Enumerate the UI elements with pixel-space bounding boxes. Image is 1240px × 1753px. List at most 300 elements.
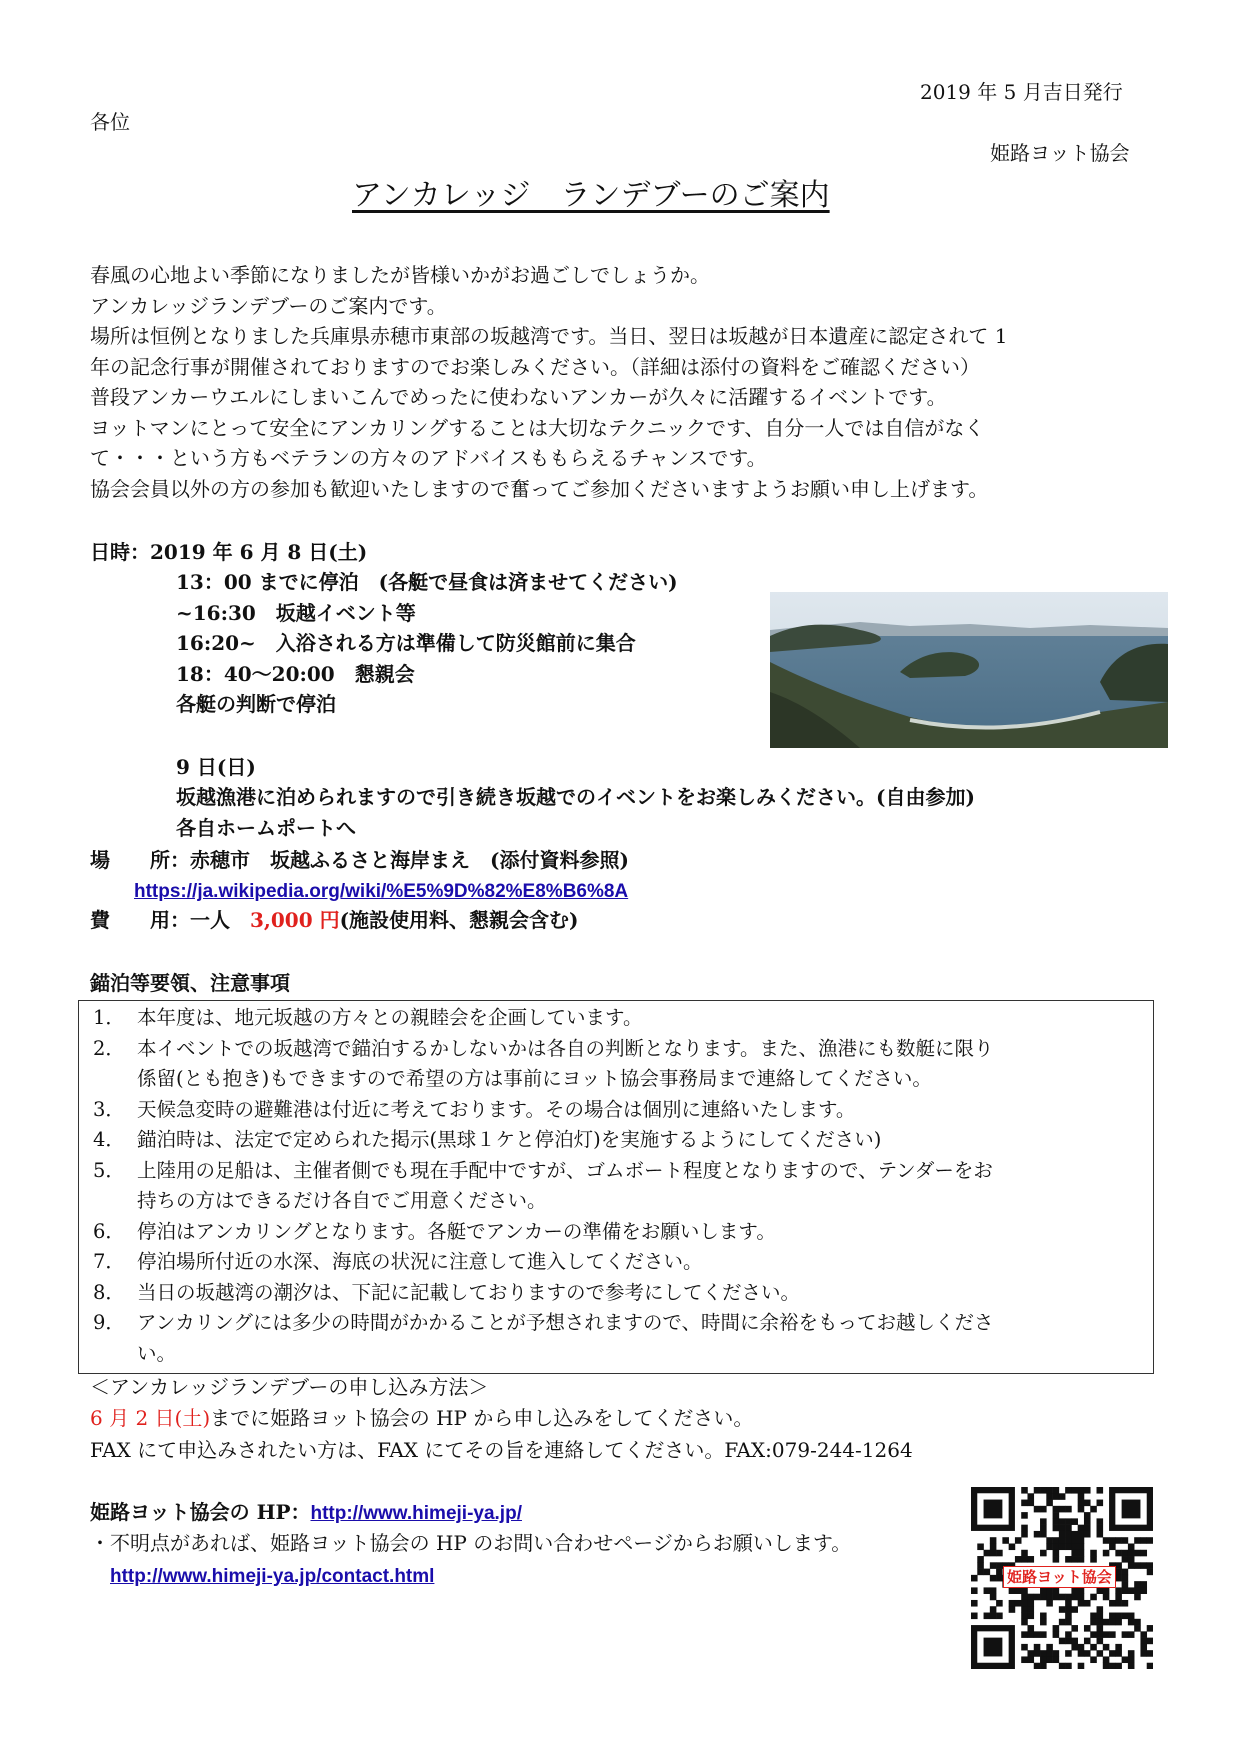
qr-module [1040, 1663, 1047, 1669]
qr-module [1040, 1656, 1047, 1663]
qr-module [1090, 1631, 1097, 1638]
qr-module [1027, 1594, 1034, 1601]
venue-link-wrap [134, 875, 628, 907]
qr-module [1097, 1500, 1104, 1507]
notes-box [78, 1000, 1154, 1374]
qr-module [984, 1587, 991, 1594]
intro-line: 普段アンカーウエルにしまいこんでめったに使わないアンカーが久々に活躍するイベントです。 [90, 385, 947, 409]
qr-module [1021, 1606, 1028, 1613]
note-number: 5． [93, 1158, 125, 1182]
qr-module [1147, 1650, 1153, 1657]
qr-module [1134, 1537, 1141, 1544]
qr-module [996, 1600, 1003, 1607]
schedule-item: 16:20~ 入浴される方は準備して防災館前に集合 [176, 631, 636, 655]
qr-module [1115, 1594, 1122, 1601]
qr-module [1071, 1587, 1078, 1594]
qr-module [996, 1550, 1003, 1557]
qr-module [1084, 1625, 1091, 1632]
qr-module [1115, 1537, 1122, 1544]
qr-module [1122, 1575, 1129, 1582]
qr-module [1128, 1550, 1135, 1557]
qr-module [1015, 1537, 1022, 1544]
qr-module [1053, 1537, 1060, 1544]
qr-module [990, 1537, 997, 1544]
qr-module [1065, 1487, 1072, 1494]
qr-module [1046, 1600, 1053, 1607]
qr-module [1034, 1594, 1041, 1601]
qr-module [1071, 1625, 1078, 1632]
qr-module [1059, 1619, 1066, 1626]
qr-module [1040, 1613, 1047, 1620]
qr-module [1140, 1638, 1147, 1645]
qr-module [1115, 1663, 1122, 1669]
qr-module [1053, 1631, 1060, 1638]
qr-module [996, 1562, 1003, 1569]
qr-module [977, 1543, 984, 1550]
qr-module [996, 1613, 1003, 1620]
qr-module [1090, 1556, 1097, 1563]
qr-module [1053, 1550, 1060, 1557]
qr-code [971, 1487, 1153, 1669]
qr-module [1078, 1487, 1085, 1494]
qr-module [1046, 1537, 1053, 1544]
qr-module [990, 1543, 997, 1550]
qr-module [1053, 1518, 1060, 1525]
qr-module [1071, 1550, 1078, 1557]
qr-module [1059, 1606, 1066, 1613]
qr-module [1009, 1606, 1016, 1613]
qr-module [1115, 1650, 1122, 1657]
qr-module [1115, 1644, 1122, 1651]
qr-module [1065, 1638, 1072, 1645]
qr-module [1027, 1625, 1034, 1632]
qr-module [1053, 1525, 1060, 1532]
qr-module [1053, 1650, 1060, 1657]
qr-module [1046, 1500, 1053, 1507]
qr-label: 姫路ヨット協会 [1003, 1566, 1116, 1588]
qr-module [1027, 1493, 1034, 1500]
qr-module [984, 1613, 991, 1620]
qr-module [1071, 1518, 1078, 1525]
qr-module [1090, 1550, 1097, 1557]
qr-module [1128, 1562, 1135, 1569]
schedule-date: 日時：2019 年 6 月 8 日(土) [90, 540, 368, 564]
qr-module [990, 1613, 997, 1620]
qr-module [1097, 1619, 1104, 1626]
qr-module [1115, 1600, 1122, 1607]
qr-module [1122, 1656, 1129, 1663]
qr-module [1059, 1543, 1066, 1550]
qr-module [1046, 1587, 1053, 1594]
qr-module [1134, 1625, 1141, 1632]
qr-module [977, 1569, 984, 1576]
qr-module [1027, 1600, 1034, 1607]
apply-deadline: 6 月 2 日(土) [90, 1406, 211, 1430]
qr-module [1027, 1650, 1034, 1657]
qr-module [1059, 1493, 1066, 1500]
venue-label: 場 所：赤穂市 坂越ふるさと海岸まえ (添付資料参照) [90, 848, 629, 872]
qr-module [1097, 1631, 1104, 1638]
qr-module [1065, 1506, 1072, 1513]
qr-module [1084, 1487, 1091, 1494]
qr-module [1097, 1525, 1104, 1532]
qr-module [1065, 1518, 1072, 1525]
note-number: 9． [93, 1311, 125, 1334]
qr-module [1140, 1550, 1147, 1557]
qr-module [1097, 1625, 1104, 1632]
qr-module [990, 1550, 997, 1557]
qr-module [1103, 1587, 1110, 1594]
qr-module [1040, 1650, 1047, 1657]
qr-module [1053, 1487, 1060, 1494]
qr-module [1040, 1631, 1047, 1638]
qr-module [1034, 1631, 1041, 1638]
schedule-item: 各艇の判断で停泊 [176, 692, 336, 716]
qr-module [1059, 1594, 1066, 1601]
qr-module [1046, 1650, 1053, 1657]
qr-module [1078, 1531, 1085, 1538]
qr-module [1084, 1600, 1091, 1607]
qr-module [1084, 1638, 1091, 1645]
qr-module [1053, 1625, 1060, 1632]
qr-module [1097, 1606, 1104, 1613]
qr-module [1147, 1638, 1153, 1645]
qr-module [1071, 1543, 1078, 1550]
qr-module [1021, 1594, 1028, 1601]
qr-module [1021, 1600, 1028, 1607]
qr-module [1078, 1550, 1085, 1557]
qr-module [996, 1575, 1003, 1582]
qr-module [1090, 1619, 1097, 1626]
qr-module [1147, 1663, 1153, 1669]
qr-module [1059, 1525, 1066, 1532]
hp-line [90, 1497, 522, 1529]
qr-module [1134, 1619, 1141, 1626]
qr-module [1059, 1506, 1066, 1513]
qr-module [1040, 1531, 1047, 1538]
qr-module [1084, 1512, 1091, 1519]
contact-text: ・不明点があれば、姫路ヨット協会の HP のお問い合わせページからお願いします。 [90, 1531, 852, 1555]
schedule-item: 18：40～20:00 懇親会 [176, 661, 415, 686]
qr-module [1040, 1594, 1047, 1601]
note-text: 停泊場所付近の水深、海底の状況に注意して進入してください。 [137, 1250, 703, 1273]
note-number: 8． [93, 1280, 125, 1304]
qr-module [977, 1556, 984, 1563]
qr-module [1015, 1556, 1022, 1563]
qr-module [1059, 1518, 1066, 1525]
qr-module [1021, 1613, 1028, 1620]
qr-module [1115, 1587, 1122, 1594]
qr-module [1034, 1487, 1041, 1494]
qr-module [1065, 1556, 1072, 1563]
qr-module [1078, 1500, 1085, 1507]
qr-module [1140, 1650, 1147, 1657]
note-text: 本年度は、地元坂越の方々との親睦会を企画しています。 [137, 1006, 643, 1029]
qr-module [1147, 1562, 1153, 1569]
schedule-item: 坂越漁港に泊められますので引き続き坂越でのイベントをお楽しみください。(自由参加) [176, 785, 975, 809]
venue-link[interactable]: https://ja.wikipedia.org/wiki/%E5%9D%82%E8%B6%8A [134, 881, 629, 902]
qr-module [1002, 1537, 1009, 1544]
qr-module [1015, 1587, 1022, 1594]
qr-module [1109, 1663, 1116, 1669]
qr-module [1059, 1537, 1066, 1544]
note-number: 7． [93, 1250, 125, 1273]
qr-module [1084, 1518, 1091, 1525]
qr-module [1115, 1562, 1122, 1569]
qr-module [1021, 1587, 1028, 1594]
qr-module [1078, 1594, 1085, 1601]
qr-module [1021, 1631, 1028, 1638]
qr-module [1103, 1537, 1110, 1544]
intro-line: ヨットマンにとって安全にアンカリングすることは大切なテクニックです、自分一人では自信がなく [90, 415, 985, 440]
schedule-item: 各自ホームポートへ [176, 815, 356, 840]
qr-module [1097, 1650, 1104, 1657]
qr-module [1078, 1506, 1085, 1513]
qr-module [1078, 1587, 1085, 1594]
note-text: アンカリングには多少の時間がかかることが予想されますので、時間に余裕をもってお越しくださ [137, 1311, 994, 1334]
qr-module [1071, 1594, 1078, 1601]
apply-heading: ＜アンカレッジランデブーの申し込み方法＞ [90, 1375, 489, 1399]
fee-amount: 3,000 円 [250, 908, 340, 932]
qr-module [1097, 1518, 1104, 1525]
qr-module [1027, 1556, 1034, 1563]
note-number: 3． [93, 1097, 125, 1121]
qr-module [1128, 1650, 1135, 1657]
qr-module [1103, 1619, 1110, 1626]
qr-module [1071, 1531, 1078, 1538]
qr-module [1140, 1631, 1147, 1638]
qr-module [1140, 1537, 1147, 1544]
qr-module [1046, 1656, 1053, 1663]
qr-module [1078, 1556, 1085, 1563]
qr-module [1078, 1663, 1085, 1669]
qr-module [1065, 1600, 1072, 1607]
qr-module [1115, 1569, 1122, 1576]
note-number: 1． [93, 1006, 125, 1029]
qr-module [1128, 1556, 1135, 1563]
qr-module [1021, 1512, 1028, 1519]
qr-module [1053, 1506, 1060, 1513]
qr-module [1015, 1600, 1022, 1607]
qr-module [1040, 1506, 1047, 1513]
qr-module [1027, 1656, 1034, 1663]
qr-module [1071, 1606, 1078, 1613]
qr-module [1053, 1656, 1060, 1663]
qr-module [1078, 1493, 1085, 1500]
qr-module [1027, 1631, 1034, 1638]
qr-module [1053, 1493, 1060, 1500]
qr-module [1046, 1594, 1053, 1601]
qr-module [1109, 1543, 1116, 1550]
qr-module [1140, 1581, 1147, 1588]
qr-module [1078, 1525, 1085, 1532]
qr-module [1040, 1487, 1047, 1494]
qr-module [1115, 1613, 1122, 1620]
qr-module [1078, 1644, 1085, 1651]
qr-module [1065, 1525, 1072, 1532]
qr-module [1103, 1644, 1110, 1651]
qr-module [1078, 1600, 1085, 1607]
qr-module [1090, 1594, 1097, 1601]
qr-module [1115, 1550, 1122, 1557]
qr-module [1090, 1644, 1097, 1651]
note-text: 錨泊時は、法定で定められた掲示(黒球１ケと停泊灯)を実施するようにしてください) [137, 1128, 882, 1151]
qr-module [1109, 1613, 1116, 1620]
schedule-day2-label: 9 日(日) [176, 755, 256, 779]
note-text: 上陸用の足船は、主催者側でも現在手配中ですが、ゴムボート程度となりますので、テンダーをお [137, 1158, 993, 1182]
qr-module [996, 1569, 1003, 1576]
qr-module [1021, 1487, 1028, 1494]
qr-module [990, 1606, 997, 1613]
note-text: 本イベントでの坂越湾で錨泊するかしないかは各自の判断となります。また、漁港にも数艇に限り [137, 1036, 994, 1060]
contact-link[interactable]: http://www.himeji-ya.jp/contact.html [110, 1566, 435, 1587]
intro-line: て・・・という方もベテランの方々のアドバイスももらえるチャンスです。 [90, 446, 767, 470]
qr-module [1021, 1656, 1028, 1663]
qr-module [1071, 1556, 1078, 1563]
notes-title: 錨泊等要領、注意事項 [90, 971, 290, 995]
qr-module [984, 1569, 991, 1576]
qr-module [1046, 1543, 1053, 1550]
qr-module [1053, 1543, 1060, 1550]
qr-module [1147, 1569, 1153, 1576]
qr-module [1122, 1581, 1129, 1588]
qr-module [1134, 1594, 1141, 1601]
qr-module [1046, 1487, 1053, 1494]
qr-module [1021, 1644, 1028, 1651]
qr-module [1071, 1638, 1078, 1645]
qr-module [1034, 1531, 1041, 1538]
qr-module [1034, 1506, 1041, 1513]
apply-line1-rest: までに姫路ヨット協会の HP から申し込みをしてください。 [210, 1406, 754, 1430]
qr-module [1122, 1600, 1129, 1607]
qr-module [1140, 1587, 1147, 1594]
qr-module [1053, 1587, 1060, 1594]
issue-date: 2019 年 5 月吉日発行 [920, 80, 1123, 104]
qr-module [1122, 1569, 1129, 1576]
qr-module [984, 1638, 1003, 1657]
qr-module [1084, 1650, 1091, 1657]
qr-module [1090, 1613, 1097, 1620]
qr-module [1027, 1606, 1034, 1613]
qr-module [1097, 1638, 1104, 1645]
qr-module [1109, 1650, 1116, 1657]
qr-module [1122, 1537, 1129, 1544]
fee-note: (施設使用料、懇親会含む) [339, 908, 579, 932]
qr-module [1103, 1631, 1110, 1638]
qr-module [1053, 1556, 1060, 1563]
qr-module [1115, 1575, 1122, 1582]
schedule-item: ~16:30 坂越イベント等 [176, 600, 416, 625]
qr-module [1009, 1600, 1016, 1607]
note-text: 停泊はアンカリングとなります。各艇でアンカーの準備をお願いします。 [137, 1219, 776, 1243]
qr-module [1134, 1562, 1141, 1569]
qr-module [971, 1587, 978, 1594]
qr-module [984, 1550, 991, 1557]
qr-module [1053, 1594, 1060, 1601]
qr-module [1046, 1493, 1053, 1500]
qr-module [990, 1594, 997, 1601]
qr-module [1122, 1556, 1129, 1563]
qr-module [1021, 1619, 1028, 1626]
qr-module [1065, 1613, 1072, 1620]
hp-label: 姫路ヨット協会の HP： [90, 1500, 311, 1524]
qr-module [1103, 1656, 1110, 1663]
qr-module [1065, 1663, 1072, 1669]
qr-module [971, 1613, 978, 1620]
qr-module [1034, 1650, 1041, 1657]
qr-module [1122, 1613, 1129, 1620]
note-text: 持ちの方はできるだけ各自でご用意ください。 [137, 1189, 547, 1212]
apply-line1 [90, 1403, 753, 1433]
addressee: 各位 [90, 110, 130, 134]
issuer: 姫路ヨット協会 [990, 141, 1130, 165]
qr-module [1128, 1587, 1135, 1594]
intro-line: 春風の心地よい季節になりましたが皆様いかがお過ごしでしょうか。 [90, 263, 710, 287]
qr-module [1134, 1550, 1141, 1557]
qr-module [1128, 1631, 1135, 1638]
qr-module [1128, 1663, 1135, 1669]
intro-line: アンカレッジランデブーのご案内です。 [90, 293, 447, 318]
qr-module [1059, 1663, 1066, 1669]
qr-module [1034, 1644, 1041, 1651]
qr-module [1103, 1594, 1110, 1601]
qr-module [1090, 1656, 1097, 1663]
qr-module [1009, 1543, 1016, 1550]
qr-module [1071, 1644, 1078, 1651]
qr-module [1128, 1619, 1135, 1626]
qr-module [1097, 1487, 1104, 1494]
qr-module [1040, 1619, 1047, 1626]
qr-module [1109, 1619, 1116, 1626]
qr-module [1103, 1550, 1110, 1557]
bay-photo [770, 592, 1168, 748]
qr-module [1078, 1543, 1085, 1550]
qr-module [1027, 1500, 1034, 1507]
qr-module [990, 1587, 997, 1594]
qr-module [1097, 1613, 1104, 1620]
qr-module [1021, 1500, 1028, 1507]
qr-module [1147, 1537, 1153, 1544]
bay-landscape-image [770, 592, 1168, 748]
qr-module [971, 1600, 978, 1607]
qr-module [1103, 1663, 1110, 1669]
qr-module [1065, 1650, 1072, 1657]
qr-module [1065, 1594, 1072, 1601]
qr-module [1084, 1531, 1091, 1538]
qr-module [1065, 1606, 1072, 1613]
contact-link-wrap [110, 1560, 434, 1592]
intro-line: 協会会員以外の方の参加も歓迎いたしますので奮ってご参加くださいますようお願い申し上げます。 [90, 476, 989, 501]
qr-module [1071, 1537, 1078, 1544]
qr-module [1059, 1638, 1066, 1645]
qr-module [1021, 1531, 1028, 1538]
qr-module [990, 1562, 997, 1569]
qr-module [1122, 1631, 1129, 1638]
qr-module [1109, 1631, 1116, 1638]
qr-module [1065, 1531, 1072, 1538]
qr-module [1134, 1581, 1141, 1588]
qr-module [1065, 1619, 1072, 1626]
qr-module [1078, 1650, 1085, 1657]
hp-link[interactable]: http://www.himeji-ya.jp/ [310, 1503, 522, 1524]
intro-line: 年の記念行事が開催されておりますのでお楽しみください。（詳細は添付の資料をご確認ください） [90, 354, 980, 379]
qr-module [1034, 1663, 1041, 1669]
qr-module [1147, 1625, 1153, 1632]
qr-module [1053, 1512, 1060, 1519]
qr-module [1078, 1537, 1085, 1544]
intro-line: 場所は恒例となりました兵庫県赤穂市東部の坂越湾です。当日、翌日は坂越が日本遺産に認定されて 1 [90, 324, 1008, 348]
qr-module [1109, 1600, 1116, 1607]
